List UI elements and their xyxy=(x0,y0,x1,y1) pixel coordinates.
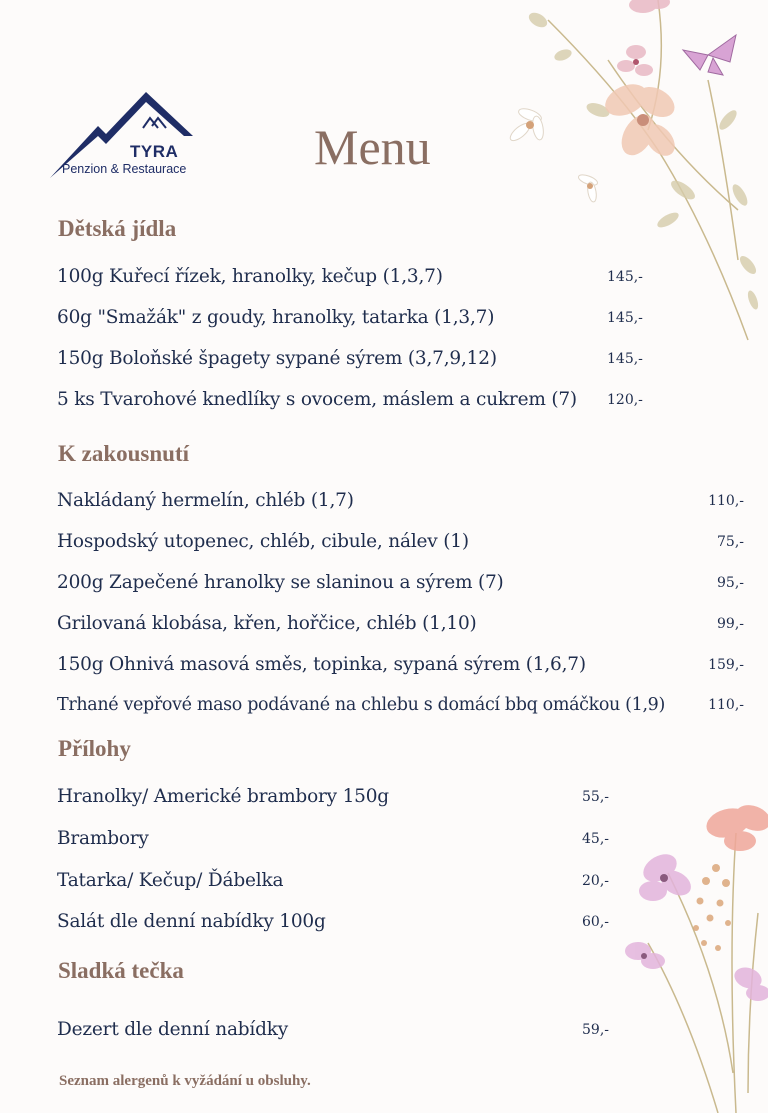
menu-item: 150g Boloňské špagety sypané sýrem (3,7,9,12) xyxy=(57,348,497,369)
menu-item-price: 75,- xyxy=(717,534,744,550)
page-title: Menu xyxy=(314,119,431,175)
floral-decoration-bottom-icon xyxy=(608,773,768,1113)
allergen-note: Seznam alergenů k vyžádání u obsluhy. xyxy=(59,1073,311,1089)
menu-item-price: 55,- xyxy=(582,789,609,805)
brand-name: TYRA xyxy=(130,142,179,161)
menu-item-price: 120,- xyxy=(607,392,643,408)
menu-item: Trhané vepřové maso podávané na chlebu s domácí bbq omáčkou (1,9) xyxy=(57,695,665,715)
menu-item: Hranolky/ Americké brambory 150g xyxy=(57,786,389,807)
menu-item: Hospodský utopenec, chléb, cibule, nálev (1) xyxy=(57,531,469,552)
menu-item: Grilovaná klobása, křen, hořčice, chléb (1,10) xyxy=(57,613,477,634)
menu-item: Dezert dle denní nabídky xyxy=(57,1019,289,1040)
menu-item: 200g Zapečené hranolky se slaninou a sýrem (7) xyxy=(57,572,504,593)
menu-item: Tatarka/ Kečup/ Ďábelka xyxy=(57,870,284,891)
menu-item-price: 110,- xyxy=(708,493,744,509)
menu-item: Salát dle denní nabídky 100g xyxy=(57,911,326,932)
menu-item-price: 60,- xyxy=(582,914,609,930)
section-heading-kids: Dětská jídla xyxy=(58,216,177,241)
menu-item-price: 45,- xyxy=(582,831,609,847)
menu-item-price: 110,- xyxy=(708,697,744,713)
floral-decoration-top-icon xyxy=(508,0,768,350)
menu-item: Brambory xyxy=(57,828,149,849)
menu-item-price: 159,- xyxy=(708,657,744,673)
menu-item-price: 20,- xyxy=(582,873,609,889)
menu-item-price: 95,- xyxy=(717,575,744,591)
menu-item: 150g Ohnivá masová směs, topinka, sypaná sýrem (1,6,7) xyxy=(57,654,586,675)
menu-item: Nakládaný hermelín, chléb (1,7) xyxy=(57,490,354,511)
menu-item-price: 145,- xyxy=(607,351,643,367)
section-heading-dessert: Sladká tečka xyxy=(58,958,184,983)
menu-item-price: 59,- xyxy=(582,1022,609,1038)
menu-item: 60g "Smažák" z goudy, hranolky, tatarka (1,3,7) xyxy=(57,307,495,328)
menu-item-price: 145,- xyxy=(607,310,643,326)
menu-item-price: 99,- xyxy=(717,616,744,632)
section-heading-sides: Přílohy xyxy=(58,736,131,761)
menu-item-price: 145,- xyxy=(607,269,643,285)
menu-item: 5 ks Tvarohové knedlíky s ovocem, máslem a cukrem (7) xyxy=(57,389,577,410)
menu-item: 100g Kuřecí řízek, hranolky, kečup (1,3,7) xyxy=(57,266,443,287)
section-heading-snacks: K zakousnutí xyxy=(58,441,190,466)
brand-subtitle: Penzion & Restaurace xyxy=(62,162,187,176)
